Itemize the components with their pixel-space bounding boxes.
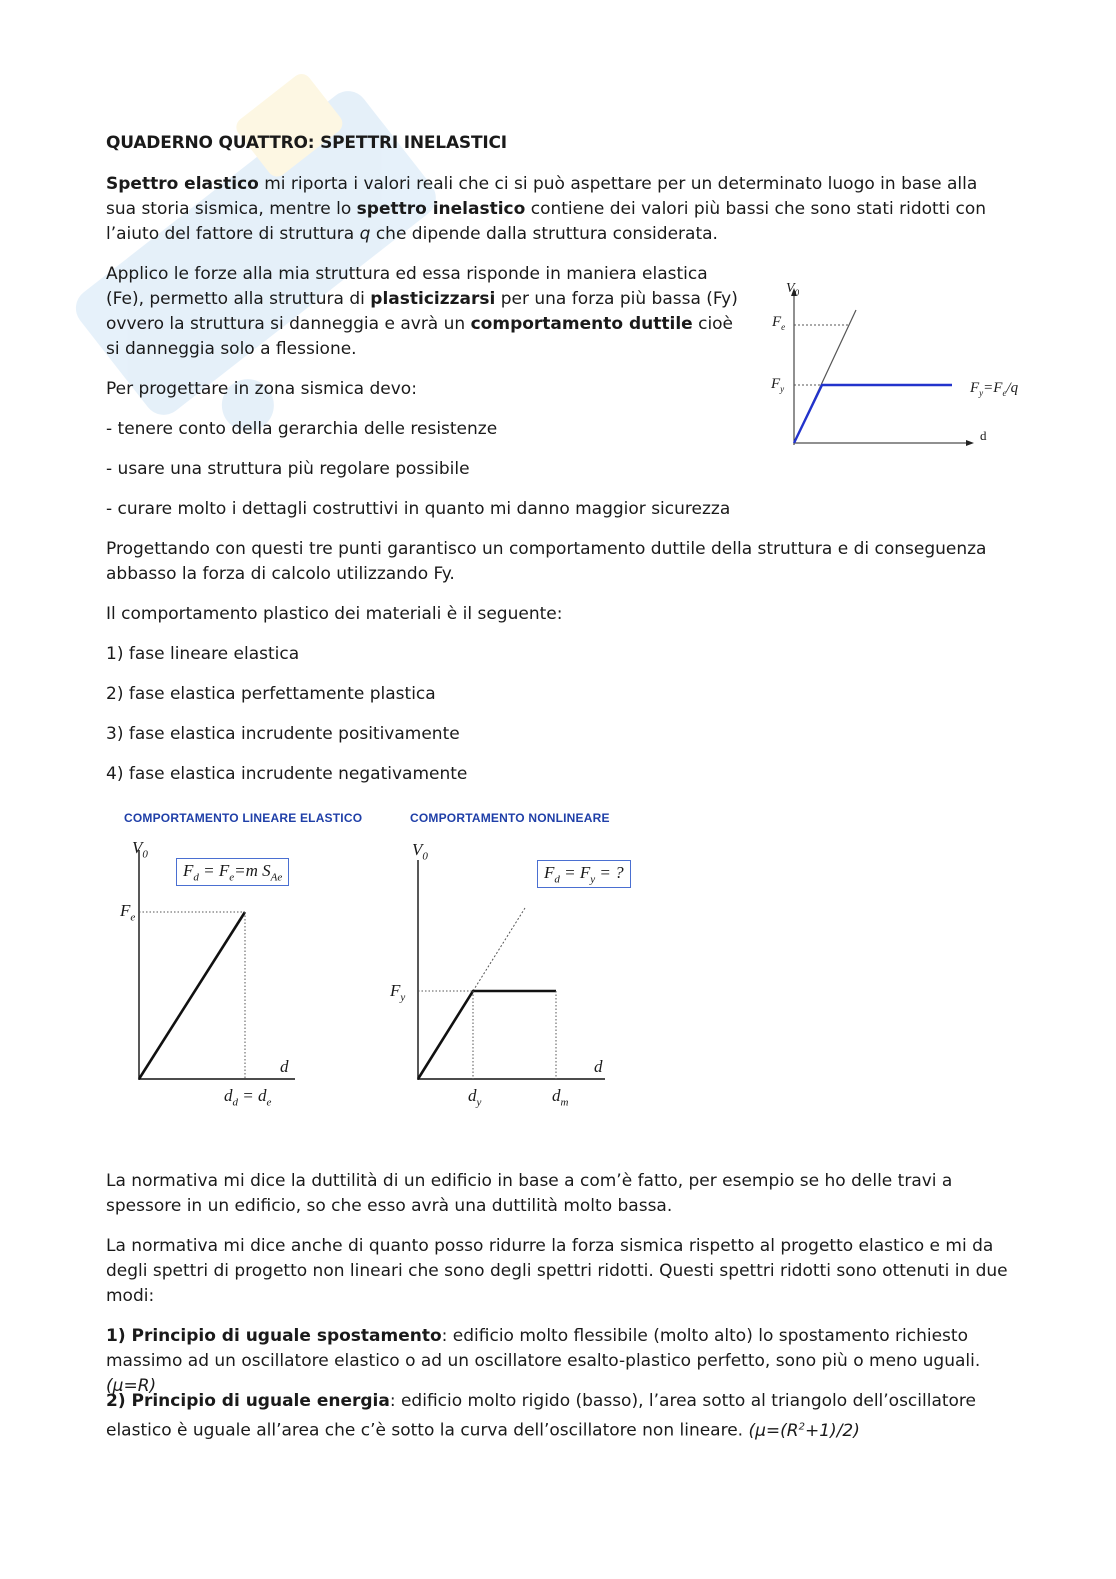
nonlinear-dm-label: $d_m$ bbox=[552, 1086, 569, 1109]
page-title: QUADERNO QUATTRO: SPETTRI INELASTICI bbox=[106, 133, 507, 153]
paragraph-intro: Spettro elastico mi riporta i valori reali che ci si può aspettare per un determinato luogo in base alla sua storia sismica, mentre lo spettro inelastico contiene dei valori più bassi che sono stati ridotti con l’aiuto del fattore di struttura q che dipende dalla struttura considerata. bbox=[106, 174, 986, 244]
design-point-3: - curare molto i dettagli costruttivi in quanto mi danno maggior sicurezza bbox=[106, 499, 731, 519]
linear-d-label: d bbox=[280, 1057, 289, 1076]
phase-item-4: 4) fase elastica incrudente negativamente bbox=[106, 764, 468, 784]
nonlinear-v0-label: $V_0$ bbox=[412, 840, 428, 863]
paragraph-design-result: Progettando con questi tre punti garantisco un comportamento duttile della struttura e di conseguenza abbasso la forza di calcolo utilizzando Fy. bbox=[106, 539, 987, 584]
elastic-extension bbox=[473, 908, 525, 991]
linear-curve bbox=[139, 912, 245, 1079]
small-fy-label: $F_y$ bbox=[771, 376, 785, 394]
linear-dd-label: $d_d = d_e$ bbox=[224, 1086, 272, 1109]
x-axis-arrow bbox=[966, 440, 974, 446]
design-point-2: - usare una struttura più regolare possibile bbox=[106, 459, 470, 479]
figure-elastoplastic-small bbox=[760, 278, 1040, 458]
phase-item-2: 2) fase elastica perfettamente plastica bbox=[106, 684, 436, 704]
linear-fe-label: $F_e$ bbox=[120, 901, 136, 924]
watermark-logo bbox=[20, 40, 490, 480]
nonlinear-d-label: d bbox=[594, 1057, 603, 1076]
linear-v0-label: $V_0$ bbox=[132, 838, 148, 861]
paragraph-ductility: La normativa mi dice la duttilità di un edificio in base a com’è fatto, per esempio se ho delle travi a spessore in un edificio, so che esso avrà una duttilità molto bassa. bbox=[106, 1171, 953, 1216]
nonlinear-formula-box: $F_d = F_y$ = ? bbox=[537, 860, 631, 888]
nonlinear-dy-label: $d_y$ bbox=[468, 1086, 482, 1109]
nonlinear-curve bbox=[418, 991, 556, 1079]
small-fe-label: $F_e$ bbox=[772, 314, 786, 332]
phase-item-1: 1) fase lineare elastica bbox=[106, 644, 300, 664]
paragraph-forces: Applico le forze alla mia struttura ed essa risponde in maniera elastica (Fe), permetto alla struttura di plasticizzarsi per una forza più bassa (Fy) ovvero la struttura si danneggia e avrà un comportamento duttile cioè si danneggia solo a flessione. bbox=[106, 264, 738, 359]
elastoplastic-curve bbox=[794, 385, 952, 443]
phases-intro: Il comportamento plastico dei materiali è il seguente: bbox=[106, 604, 563, 624]
linear-figure-caption: COMPORTAMENTO LINEARE ELASTICO bbox=[124, 811, 363, 825]
design-point-1: - tenere conto della gerarchia delle resistenze bbox=[106, 419, 498, 439]
small-formula-label: $F_y=F_e/q$ bbox=[970, 380, 1019, 398]
nonlinear-fy-label: $F_y$ bbox=[390, 981, 406, 1004]
design-intro: Per progettare in zona sismica devo: bbox=[106, 379, 417, 399]
small-v0-label: $V_0$ bbox=[786, 281, 800, 298]
linear-formula-box: $F_d = F_e=m$ $S_{Ae}$ bbox=[176, 858, 289, 886]
nonlinear-figure-caption: COMPORTAMENTO NONLINEARE bbox=[410, 811, 610, 825]
principle-equal-displacement: 1) Principio di uguale spostamento: edificio molto flessibile (molto alto) lo spostamento richiesto massimo ad un oscillatore elastico o ad un oscillatore esalto-plastico perfetto, sono più o meno uguali. (μ=R) bbox=[106, 1326, 981, 1396]
phase-item-3: 3) fase elastica incrudente positivamente bbox=[106, 724, 460, 744]
paragraph-reduced-spectra: La normativa mi dice anche di quanto posso ridurre la forza sismica rispetto al progetto elastico e mi da degli spettri di progetto non lineari che sono degli spettri ridotti. Questi spettri ridotti sono ottenuti in due modi: bbox=[106, 1236, 1008, 1306]
principle-equal-energy: 2) Principio di uguale energia: edificio molto rigido (basso), l’area sotto al triangolo dell’oscillatore elastico è uguale all’area che c’è sotto la curva dell’oscillatore non lineare. $(\mu=(R^2+1)/2)$ bbox=[106, 1391, 977, 1441]
small-d-label: d bbox=[980, 428, 987, 443]
